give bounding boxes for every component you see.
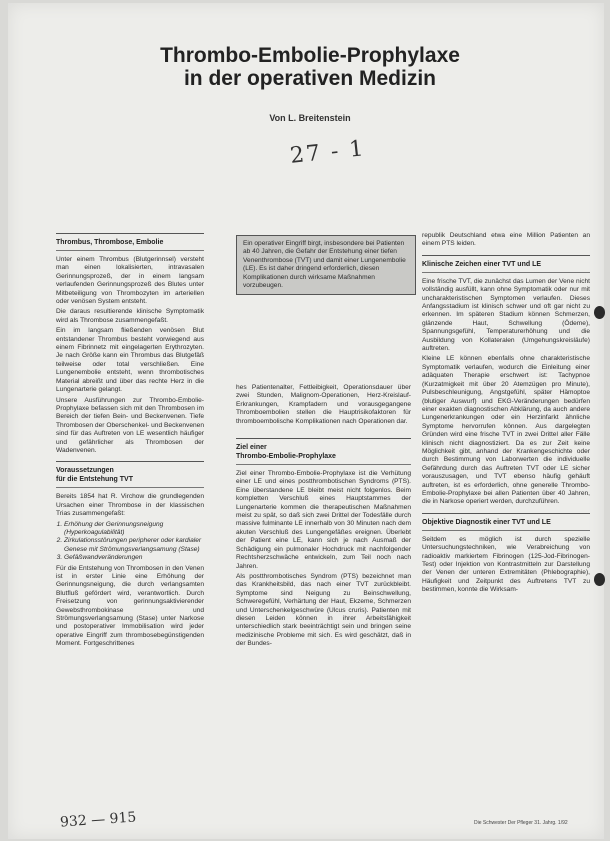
handwritten-page-number: 932 — 915 — [59, 809, 137, 831]
section-heading-line-1: Ziel einer — [236, 444, 267, 452]
paragraph: Eine frische TVT, die zunächst das Lumen der Vene nicht vollständig ausfüllt, kann ohne Symptomatik oder nur mit uncharakteristischen Symptomen verlaufen. Dieses Anfangsstadium ist klinisch schwer und oft gar nicht zu erkennen. Im späteren Stadium können Schmerzen, glänzende Haut, Schwellung (Ödeme), Spannungsgefühl, Temperaturerhöhung und die Ausbildung von Kollateralen (Umgehungskreisläufe) auftreten. — [422, 277, 590, 353]
paragraph: Ein im langsam fließenden venösen Blut entstandener Thrombus besteht vorwiegend aus einem Fibrinnetz mit eingelagerten Erythrozyten. Je nach Größe kann ein Thrombus das Blutgefäß teilweise oder total verschließen. Eine Lungenembolie entsteht, wenn thrombotisches Material abreißt und über das rechte Herz in die Lungenarterie gelangt. — [56, 327, 204, 394]
section-heading — [56, 461, 204, 488]
author-line: Von L. Breitenstein — [269, 113, 351, 123]
paragraph: Die daraus resultierende klinische Symptomatik wird als Thrombose zusammengefaßt. — [56, 308, 204, 324]
article-title — [100, 44, 520, 90]
punch-hole — [594, 306, 605, 319]
section-heading: Objektive Diagnostik einer TVT und LE — [422, 513, 590, 531]
handwritten-number: 27 - 1 — [288, 136, 367, 169]
punch-hole — [594, 573, 605, 586]
list-item: 1. Erhöhung der Gerinnungsneigung (Hyperkoagulabilität) — [64, 521, 204, 538]
section-heading: Thrombus, Thrombose, Embolie — [56, 233, 204, 251]
virchow-trias-list — [56, 521, 204, 563]
paragraph: Für die Entstehung von Thrombosen in den Venen ist in erster Linie eine Erhöhung der Gerinnungsneigung, die durch verlangsamten Blutfluß gefördert wird, verantwortlich. Durch Freisetzung von gerinnungsaktivierender Gewebsthrombokinase und Strömungsverlangsamung (Stase) unter Narkose und postoperativer Immobilisation wird jeder operative Eingriff zum thrombosebegünstigenden Moment. Fortgeschrittenes — [56, 564, 204, 648]
paragraph: hes Patientenalter, Fettleibigkeit, Operationsdauer über zwei Stunden, Malignom-Operationen, Herz-Kreislauf-Erkrankungen, Krampfadern und vorausgegangene Thromboembolien stellen die Hauptrisikofaktoren für thromboembolische Komplikationen nach Operationen dar. — [236, 384, 411, 425]
section-heading-line-1: Voraussetzungen — [56, 467, 114, 475]
section-heading — [236, 438, 411, 465]
column-1 — [56, 233, 204, 651]
intro-box-text: Ein operativer Eingriff birgt, insbesondere bei Patienten ab 40 Jahren, die Gefahr der Entstehung einer tiefen Venenthrombose (TVT) und damit einer Lungenembolie (LE). Es ist daher dringend erforderlich, diesen Komplikationen durch wirksame Maßnahmen vorzubeugen. — [243, 240, 406, 290]
paragraph: Kleine LE können ebenfalls ohne charakteristische Symptomatik verlaufen, wodurch die Einleitung einer adäquaten Therapie erschwert ist: Tachypnoe (Kurzatmigkeit mit über 20 Atemzügen pro Minute), Pulsbeschleunigung, Angstgefühl, später Hämoptoe (blutiger Auswurf) und EKG-Veränderungen bedürfen einer exakten diagnostischen Abklärung, da auch andere Lungenerkrankungen oder ein Herzinfarkt ähnliche Symptome hervorrufen können. Aus dargelegten Gründen wird eine frische TVT in zwei Drittel aller Fälle klinisch nicht diagnostiziert. Da es zur Zeit keine Möglichkeit gibt, anhand der Krankengeschichte oder durch Bestimmung von Laborwerten die individuelle Gefährdung durch das Auftreten TVT oder LE sicher vorauszusagen, und TVT ebenso häufig gehäuft auftreten, ist es erforderlich, ohne generelle Thrombo-Embolie-Prophylaxe bei allen Patienten über 40 Jahren, die in Narkose operiert werden, durchzuführen. — [422, 355, 590, 506]
paragraph: Bereits 1854 hat R. Virchow die grundlegenden Ursachen einer Thrombose in der klassischen Trias zusammengefaßt: — [56, 493, 204, 518]
paragraph: Als postthrombotisches Syndrom (PTS) bezeichnet man das Krankheitsbild, das nach einer TVT zurückbleibt. Symptome sind Neigung zu Beinschwellung, Schweregefühl, Verhärtung der Haut, Ekzeme, Schmerzen und Unterschenkelgeschwüre (Ulcus cruris). Patienten mit diesen Leiden können in ihrer Arbeitsfähigkeit unterschiedlich stark beeinträchtigt sein und bringen seine medizinische Probleme mit sich. Es wird geschätzt, daß in der Bundes- — [236, 572, 411, 648]
section-heading-line-2: Thrombo-Embolie-Prophylaxe — [236, 453, 336, 461]
journal-footer: Die Schwester Der Pfleger 31. Jahrg. 1/92 — [474, 820, 568, 826]
title-line-2: in der operativen Medizin — [183, 67, 437, 90]
intro-box — [236, 235, 416, 295]
paragraph: Unsere Ausführungen zur Thrombo-Embolie-Prophylaxe befassen sich mit den Thrombosen im Bereich der tiefen Bein- und Beckenvenen. Tiefe Thrombosen der Oberschenkel- und Beckenvenen sind für das Auftreten von LE wesentlich häufiger und gefährlicher als Thrombosen der Wadenvenen. — [56, 396, 204, 454]
paragraph: Ziel einer Thrombo-Embolie-Prophylaxe ist die Verhütung einer LE und eines postthrombotischen Syndroms (PTS). Eine überstandene LE bleibt meist nicht folgenlos. Beim kompletten Verschluß eines Hauptstammes der Lungenarterie kommen die therapeutischen Maßnahmen meist zu spät, so daß sich zwei Drittel der Todesfälle durch massive fulminante LE innerhalb von 30 Minuten nach dem akuten Verschluß des Lungengefäßes ereignen. Überlebt der Patient eine LE, kann sich je nach Ausmaß der Schädigung ein pulmonaler Hochdruck mit nachfolgender Rechtsherzschwäche entwickeln, zum Teil noch nach Jahren. — [236, 470, 411, 570]
column-3 — [422, 232, 590, 597]
paragraph: republik Deutschland etwa eine Million Patienten an einem PTS leiden. — [422, 232, 590, 248]
paragraph: Seitdem es möglich ist durch spezielle Untersuchungstechniken, wie Verabreichung von radioaktiv markiertem Fibrinogen (125-Jod-Fibrinogen-Test) oder Injektion von Kontrastmitteln zur Darstellung der Venen der unteren Extremitäten (Phlebographie), Häufigkeit und Zeitpunkt des Auftretens TVT zu bestimmen, konnte die Wirksam- — [422, 535, 590, 594]
list-item: 3. Gefäßwandveränderungen — [64, 554, 204, 562]
section-heading-line-2: für die Entstehung TVT — [56, 476, 133, 484]
section-heading: Klinische Zeichen einer TVT und LE — [422, 255, 590, 273]
column-2 — [236, 384, 411, 651]
paragraph: Unter einem Thrombus (Blutgerinnsel) versteht man einen lokalisierten, intravasalen Gerinnungsprozeß, der in einem langsam verlaufenden Gerinnungsprozeß des Blutes unter Mitbeteiligung von Thrombozyten im arteriellen oder venösen System entsteht. — [56, 256, 204, 306]
list-item: 2. Zirkulationsstörungen peripherer oder kardialer Genese mit Strömungsverlangsamung (Stase) — [64, 537, 204, 554]
title-line-1: Thrombo-Embolie-Prophylaxe — [160, 44, 460, 67]
